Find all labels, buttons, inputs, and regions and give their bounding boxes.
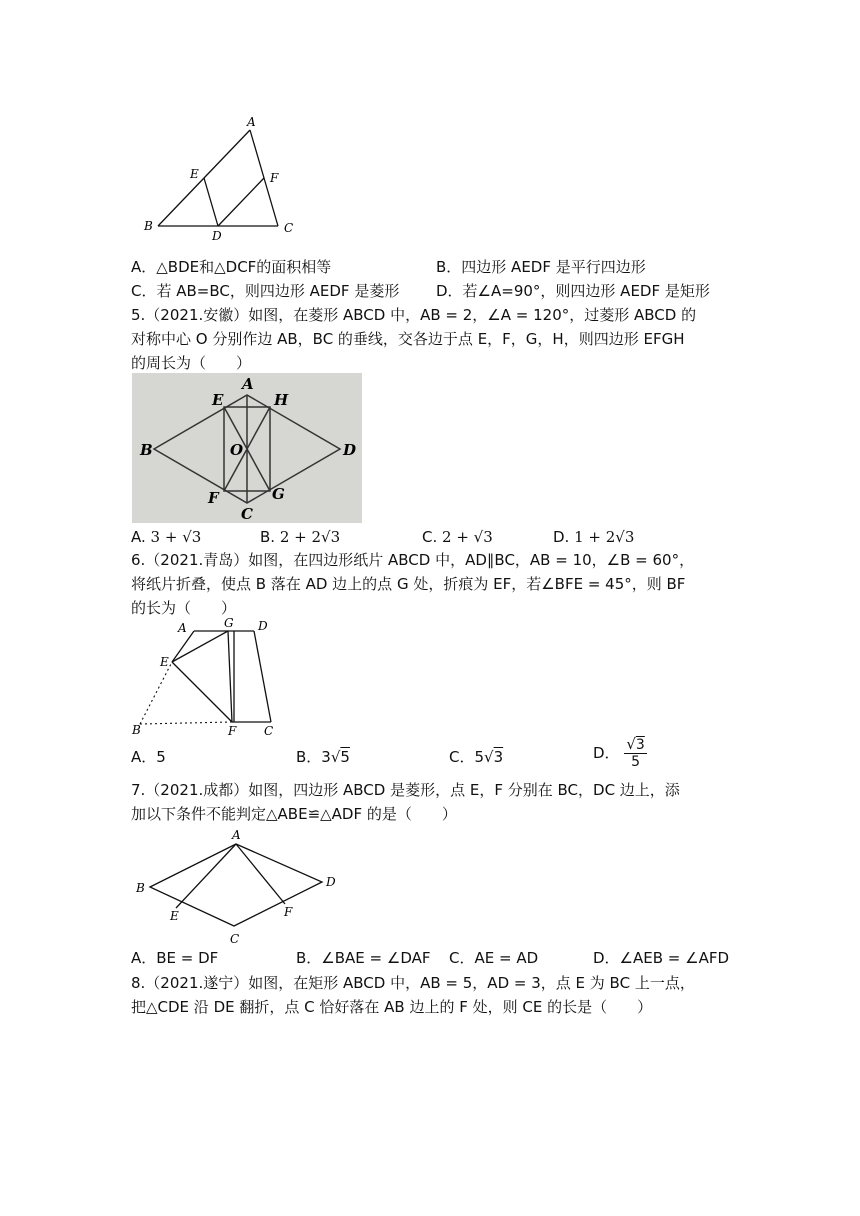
figure-q6-quadrilateral bbox=[128, 614, 288, 739]
q5-option-a[interactable] bbox=[131, 526, 201, 548]
q5-option-c-key: C. bbox=[422, 528, 438, 546]
label-C: C bbox=[284, 221, 294, 235]
q7-label-E: E bbox=[170, 909, 179, 923]
q5-option-c[interactable] bbox=[422, 526, 493, 548]
q5-label-F: F bbox=[208, 489, 219, 507]
q7-label-A: A bbox=[232, 828, 241, 842]
q6-label-D: D bbox=[258, 619, 268, 633]
q4-option-c[interactable]: C．若 AB=BC，则四边形 AEDF 是菱形 bbox=[131, 282, 400, 300]
q6-text-line1: 6.（2021.青岛）如图，在四边形纸片 ABCD 中，AD∥BC，AB = 10，∠B = 60°， bbox=[131, 551, 695, 569]
q6-option-a[interactable]: A．5 bbox=[131, 748, 166, 766]
q4-option-b[interactable]: B．四边形 AEDF 是平行四边形 bbox=[436, 258, 646, 276]
q5-option-d-value: 1 + 2√3 bbox=[574, 528, 635, 546]
q5-label-O: O bbox=[230, 441, 244, 459]
q5-label-A: A bbox=[242, 375, 254, 393]
q6-option-d-numerator: 3 bbox=[635, 737, 645, 753]
q8-text-line1: 8.（2021.遂宁）如图，在矩形 ABCD 中，AB = 5，AD = 3，点 E 为 BC 上一点， bbox=[131, 974, 695, 992]
figure-q5-rhombus-photo bbox=[132, 373, 362, 523]
q5-label-E: E bbox=[212, 391, 224, 409]
q8-text-line2: 把△CDE 沿 DE 翻折，点 C 恰好落在 AB 边上的 F 处，则 CE 的长是（ ） bbox=[131, 998, 653, 1016]
figure-q7-rhombus bbox=[130, 824, 345, 950]
label-B: B bbox=[144, 219, 153, 233]
q5-label-B: B bbox=[140, 441, 153, 459]
q7-option-a[interactable]: A．BE = DF bbox=[131, 949, 219, 967]
q7-label-B: B bbox=[136, 881, 145, 895]
q7-option-d[interactable]: D．∠AEB = ∠AFD bbox=[593, 949, 730, 967]
q5-label-G: G bbox=[272, 485, 285, 503]
q6-label-G: G bbox=[224, 616, 234, 630]
q5-option-d-key: D. bbox=[553, 528, 570, 546]
q6-text-line2: 将纸片折叠，使点 B 落在 AD 边上的点 G 处，折痕为 EF，若∠BFE = 45°，则 BF bbox=[131, 575, 686, 593]
q5-option-b-value: 2 + 2√3 bbox=[279, 528, 341, 546]
label-D: D bbox=[212, 229, 222, 243]
q6-option-c[interactable]: C．5√3 bbox=[449, 748, 504, 766]
label-F: F bbox=[270, 171, 279, 185]
q5-label-C: C bbox=[241, 505, 253, 523]
q5-label-H: H bbox=[274, 391, 289, 409]
q6-label-C: C bbox=[264, 724, 274, 738]
label-A: A bbox=[247, 115, 256, 129]
q7-label-C: C bbox=[230, 932, 240, 946]
q6-option-d-key: D． bbox=[593, 744, 620, 762]
q7-text-line1: 7.（2021.成都）如图，四边形 ABCD 是菱形，点 E，F 分别在 BC，DC 边上，添 bbox=[131, 781, 680, 799]
q7-option-c[interactable]: C．AE = AD bbox=[449, 949, 539, 967]
q4-option-d[interactable]: D．若∠A=90°，则四边形 AEDF 是矩形 bbox=[436, 282, 710, 300]
q5-label-D: D bbox=[343, 441, 357, 459]
q6-option-c-radicand: 3 bbox=[493, 748, 504, 766]
q7-label-D: D bbox=[326, 875, 336, 889]
q6-text-line3: 的长为（ ） bbox=[131, 599, 237, 617]
q5-text-line3: 的周长为（ ） bbox=[131, 354, 252, 372]
q6-label-A: A bbox=[178, 621, 187, 635]
figure-q4-triangle bbox=[130, 110, 310, 245]
q5-option-d[interactable] bbox=[553, 526, 634, 548]
q5-option-b[interactable] bbox=[260, 526, 340, 548]
q5-text-line1: 5.（2021.安徽）如图，在菱形 ABCD 中，AB = 2，∠A = 120°，过菱形 ABCD 的 bbox=[131, 306, 697, 324]
figure-q5-rhombus bbox=[132, 373, 362, 523]
q5-text-line2: 对称中心 O 分别作边 AB，BC 的垂线，交各边于点 E，F，G，H，则四边形 EFGH bbox=[131, 330, 685, 348]
q7-text-line2: 加以下条件不能判定△ABE≌△ADF 的是（ ） bbox=[131, 805, 457, 823]
q6-option-b[interactable]: B．3√5 bbox=[296, 748, 350, 766]
q6-option-b-key: B．3 bbox=[296, 748, 331, 766]
q6-option-c-key: C．5 bbox=[449, 748, 485, 766]
q6-label-E: E bbox=[160, 655, 169, 669]
q7-label-F: F bbox=[284, 905, 293, 919]
q4-option-a[interactable]: A．△BDE和△DCF的面积相等 bbox=[131, 258, 332, 276]
q5-option-c-value: 2 + √3 bbox=[442, 528, 493, 546]
q6-option-d-fraction: $\frac{√3}{5}$ bbox=[626, 735, 645, 770]
q6-label-F: F bbox=[228, 724, 237, 738]
q7-option-b[interactable]: B．∠BAE = ∠DAF bbox=[296, 949, 431, 967]
label-E: E bbox=[190, 167, 199, 181]
q6-label-B: B bbox=[132, 723, 141, 737]
q6-option-d-denominator: 5 bbox=[631, 754, 641, 770]
q6-option-b-radicand: 5 bbox=[340, 748, 350, 766]
q5-option-a-value: 3 + √3 bbox=[150, 528, 202, 546]
q6-option-d[interactable] bbox=[593, 736, 647, 770]
q5-option-a-key: A. bbox=[131, 528, 146, 546]
q5-option-b-key: B. bbox=[260, 528, 276, 546]
